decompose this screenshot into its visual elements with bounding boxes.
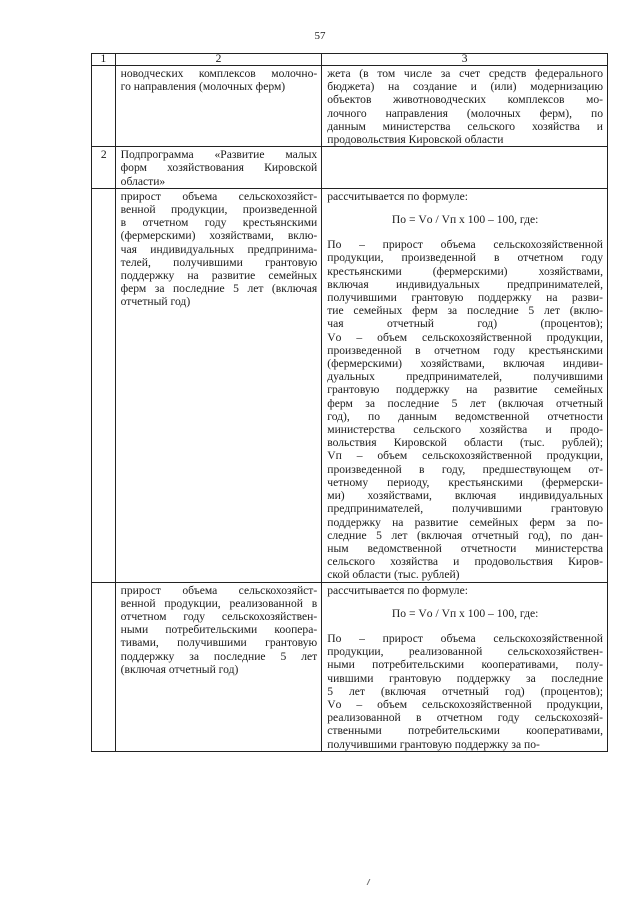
text-line: тие семейных ферм за последние 5 лет (вклю- [327,304,603,318]
text-line: вольствия Кировской области (тыс. рублей); [327,436,603,450]
text-line: телей, получившими грантовую [120,255,318,269]
indicator-name [115,66,322,147]
text-line: ми) хозяйствами, включая индивидуальных [327,489,603,503]
text-line: венной продукции, произведенной [120,203,318,217]
text-line: По – прирост объема сельскохозяйственной [327,238,603,252]
text-line: ными потребительскими кооперативами, полу- [327,658,603,672]
text-line: прирост объема сельскохозяйст- [120,189,318,203]
formula-intro: рассчитывается по формуле: [327,189,468,203]
text-line: отчетный год) [120,295,191,309]
text-line: ферм за последние 5 лет (включая отчетный [327,396,603,410]
indicator-description-lines [327,238,603,581]
indicators-table [91,53,608,752]
text-line: следние 5 лет (включая отчетный год), по дан- [327,528,603,542]
text-line: сельского хозяйства и продовольствия Киров- [327,555,603,569]
text-line: продовольствия Кировской области [327,133,504,147]
text-line: Vо – объем сельскохозяйственной продукции, [327,697,603,711]
indicator-name [115,582,322,751]
text-line: министерства сельского хозяйства и продо- [327,423,603,437]
formula: По = Vо / Vп х 100 – 100, где: [391,606,539,620]
text-line: ными потребительскими коопера- [120,623,318,637]
text-line: поддержку за последние 5 лет [120,649,318,663]
text-line: дуальных предпринимателей, получившими [327,370,603,384]
text-line: отчетном году сельскохозяйствен- [120,609,318,623]
text-line: лочного направления (молочных ферм), по [327,106,603,120]
row-number: 2 [92,147,116,189]
text-line: четному периоду, крестьянскими (фермерски- [327,475,603,489]
row-number [92,582,116,751]
text-line: Подпрограмма «Развитие малых [120,148,318,162]
subprogram-description [322,147,608,189]
text-line: предпринимателей, получившими грантовую [327,502,603,516]
indicator-description-lines [327,632,603,751]
table-row [92,188,608,582]
text-line: получившими грантовую поддержку за по- [327,737,540,751]
indicator-name-lines [121,190,318,309]
text-line: новодческих комплексов молочно- [120,67,318,80]
table-row [92,66,608,147]
text-line: ным ведомственной отчетности министерства [327,541,603,555]
indicator-description [322,188,608,582]
text-line: бюджета) на создание и (или) модернизацию [327,80,603,94]
header-col-2: 2 [115,54,322,66]
header-col-1: 1 [92,54,116,66]
text-line: включая индивидуальных предпринимателей, [327,277,603,291]
indicator-description [322,66,608,147]
indicator-name-lines [121,584,318,676]
text-line: жета (в том числе за счет средств федерального [327,67,603,80]
text-line: крестьянскими (фермерскими) хозяйствами, [327,264,603,278]
text-line: произведенной в году, предшествующем от- [327,462,603,476]
subprogram-title-lines [121,148,318,188]
scan-mark [367,879,375,885]
page-number: 57 [314,30,326,42]
text-line: области» [120,174,166,188]
text-line: го направления (молочных ферм) [120,80,286,94]
text-line: форм хозяйствования Кировской [120,161,318,175]
header-col-3: 3 [322,54,608,66]
indicator-name [115,188,322,582]
text-line: ферм за последние 5 лет (включая [120,282,318,296]
formula-intro: рассчитывается по формуле: [327,583,468,597]
row-number [92,66,116,147]
text-line: поддержку на развитие семейных [120,269,318,283]
text-line: в отчетном году крестьянскими [120,216,318,230]
text-line: грантовую поддержку на развитие семейных [327,383,603,397]
text-line: ской области (тыс. рублей) [327,568,460,582]
table-row [92,582,608,751]
indicator-name-lines [121,67,318,93]
subprogram-title [115,147,322,189]
row-number [92,188,116,582]
text-line: тивами, получившими грантовую [120,636,318,650]
text-line: прирост объема сельскохозяйст- [120,583,318,597]
text-line: чившими грантовую поддержку за последние [327,671,603,685]
text-line: ственными потребительскими кооперативами, [327,724,603,738]
indicator-description [322,582,608,751]
text-line: чая отчетный год) (процентов); [327,317,603,331]
formula: По = Vо / Vп х 100 – 100, где: [391,213,539,227]
indicator-description-lines [327,67,603,146]
text-line: 5 лет (включая отчетный год) (процентов); [327,684,603,698]
text-line: данным министерства сельского хозяйства и [327,119,603,133]
text-line: объектов животноводческих комплексов мо- [327,93,603,107]
text-line: получившими грантовую поддержку на разви- [327,291,603,305]
text-line: Vп – объем сельскохозяйственной продукции, [327,449,603,463]
text-line: произведенной в отчетном году крестьянскими [327,343,603,357]
text-line: венной продукции, реализованной в [120,596,318,610]
text-line: поддержку на развитие семейных ферм за по- [327,515,603,529]
text-line: продукции, реализованной сельскохозяйствен- [327,645,603,659]
text-line: чая индивидуальных предпринима- [120,242,318,256]
table-row [92,147,608,189]
text-line: (фермерскими) хозяйствами, вклю- [120,229,318,243]
text-line: По – прирост объема сельскохозяйственной [327,631,603,645]
text-line: Vо – объем сельскохозяйственной продукции, [327,330,603,344]
table-header-row [92,54,608,66]
text-line: (включая отчетный год) [120,662,239,676]
text-line: реализованной в отчетном году сельскохозяй- [327,711,603,725]
text-line: год), по данным ведомственной отчетности [327,409,603,423]
text-line: (фермерскими) хозяйствами, включая индиви- [327,357,603,371]
text-line: продукции, произведенной в отчетном году [327,251,603,265]
